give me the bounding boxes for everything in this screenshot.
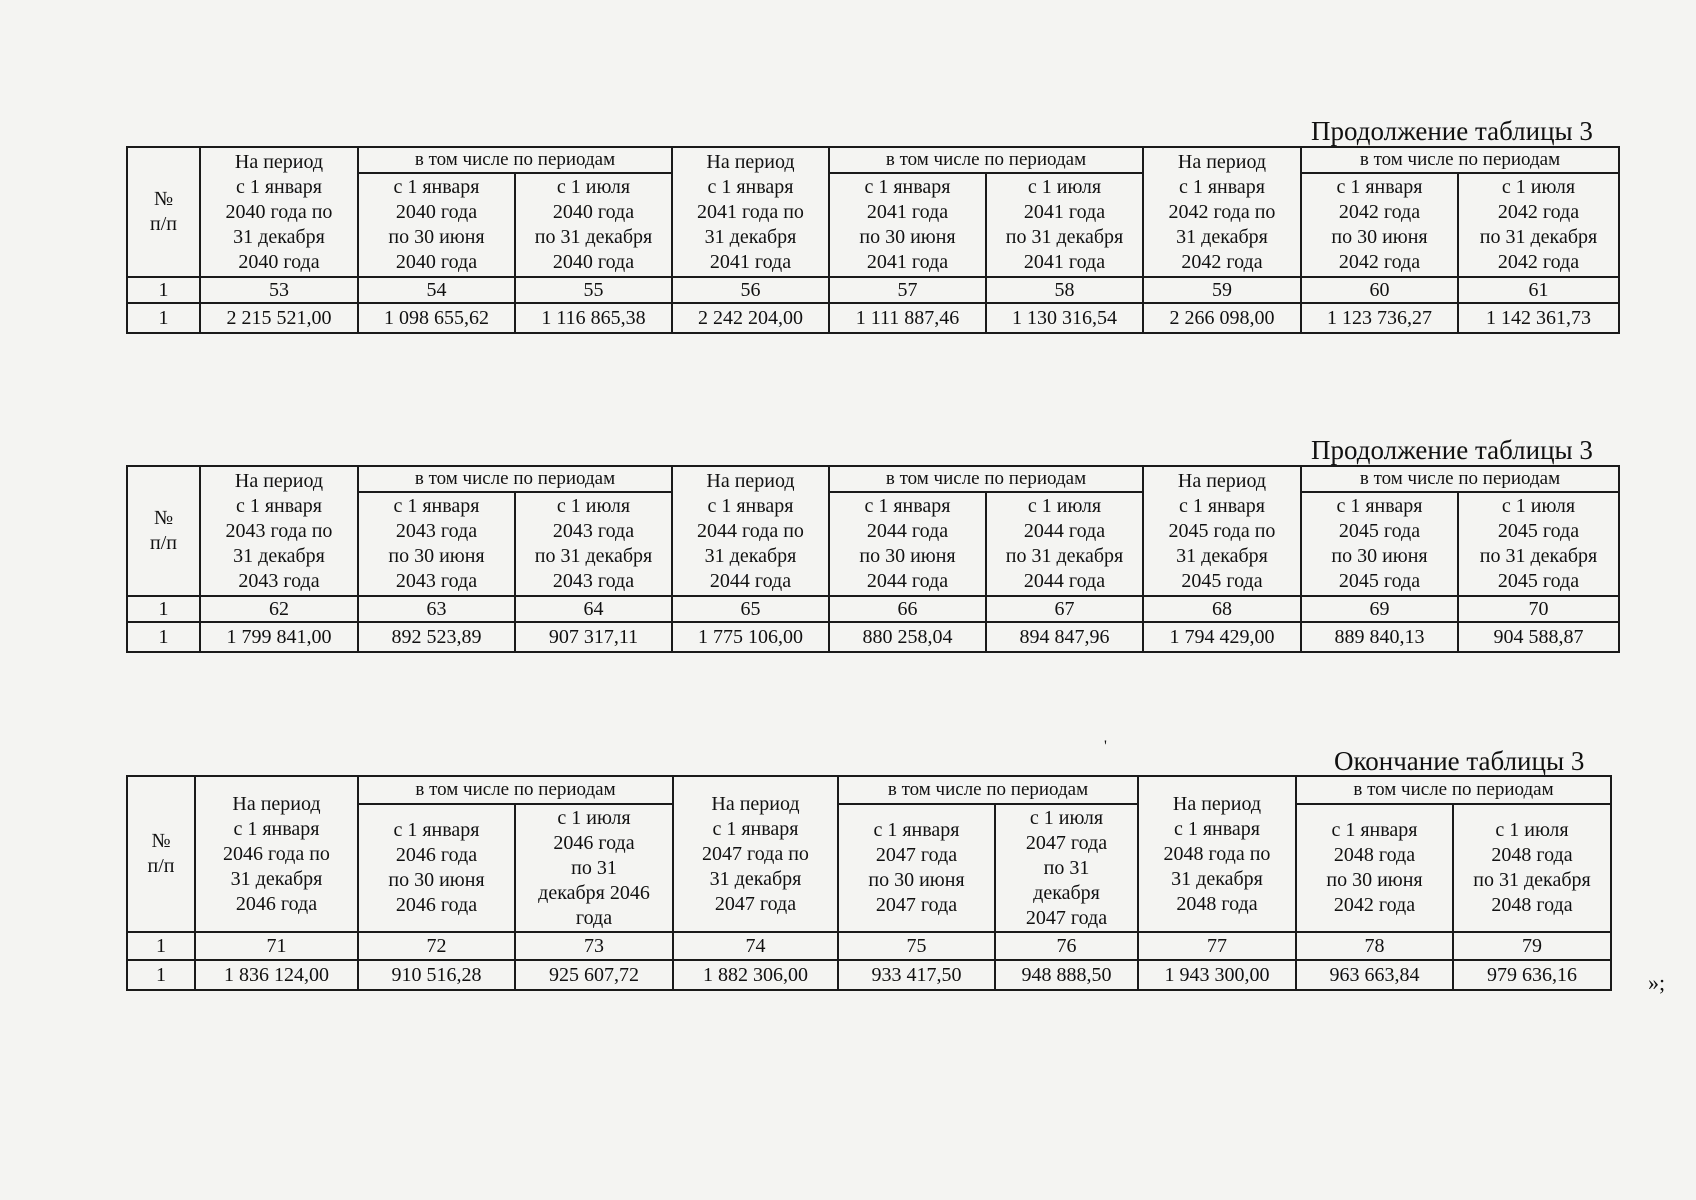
header-line: 2045 года xyxy=(1497,570,1580,592)
header-line: На период xyxy=(1177,469,1267,492)
column-index-cell: 58 xyxy=(986,277,1143,303)
header-line: 2041 года по xyxy=(697,200,804,223)
header-line: с 1 января xyxy=(393,176,480,198)
header-line: с 1 июля xyxy=(1027,176,1102,198)
column-index-cell: 60 xyxy=(1301,277,1458,303)
header-line: по 31 декабря xyxy=(1005,545,1124,567)
header-line: декабря 2046 xyxy=(538,881,650,904)
header-line: с 1 июля xyxy=(1501,176,1576,198)
header-line: На период xyxy=(711,792,800,815)
header-line: 2048 года xyxy=(1333,844,1416,866)
closing-quote: »; xyxy=(1648,970,1666,995)
header-line: 2042 года xyxy=(1497,251,1580,273)
column-index-cell: 62 xyxy=(200,596,358,622)
value-cell: 894 847,96 xyxy=(986,622,1143,652)
column-index-cell: 1 xyxy=(127,277,200,303)
value-cell: 1 799 841,00 xyxy=(200,622,358,652)
header-line: с 1 июля xyxy=(1027,495,1102,517)
header-line: 2041 года xyxy=(1023,201,1106,223)
half-year-header-cell xyxy=(358,173,515,277)
header-line: 2045 года xyxy=(1338,570,1421,592)
header-line: 2048 года xyxy=(1176,892,1258,915)
header-line: с 1 января xyxy=(1336,176,1423,198)
sub-periods-header: в том числе по периодам xyxy=(1301,147,1619,173)
half-year-header-cell xyxy=(358,492,515,596)
header-line: На период xyxy=(232,792,321,815)
header-line: № xyxy=(153,507,174,529)
period-header-cell xyxy=(200,466,358,596)
value-cell: 948 888,50 xyxy=(995,960,1138,990)
header-line: На период xyxy=(234,469,324,492)
half-year-header-cell xyxy=(986,492,1143,596)
value-cell: 1 xyxy=(127,960,195,990)
column-index-cell: 1 xyxy=(127,932,195,960)
header-line: 2045 года по xyxy=(1168,519,1276,542)
header-line: 31 декабря xyxy=(1176,544,1268,567)
value-cell: 1 098 655,62 xyxy=(358,303,515,333)
sub-periods-header: в том числе по периодам xyxy=(829,147,1143,173)
period-header-cell xyxy=(195,776,358,932)
header-line: с 1 июля xyxy=(1501,495,1576,517)
header-line: 2044 года xyxy=(1023,520,1106,542)
header-line: На период xyxy=(706,150,795,173)
period-header-cell xyxy=(672,466,829,596)
header-line: по 30 июня xyxy=(388,226,485,248)
header-line: с 1 января xyxy=(235,175,323,198)
header-line: декабря xyxy=(1033,881,1100,904)
header-line: 31 декабря xyxy=(233,225,325,248)
header-line: по 30 июня xyxy=(1331,545,1428,567)
header-line: 2045 года xyxy=(1338,520,1421,542)
header-line: с 1 января xyxy=(1173,817,1261,840)
header-line: 2040 года по xyxy=(225,200,333,223)
header-line: 2043 года xyxy=(552,570,635,592)
header-line: 2045 года xyxy=(1181,569,1263,592)
header-line: 2041 года xyxy=(866,251,949,273)
row-number-header xyxy=(127,147,200,277)
header-line: 2044 года xyxy=(1023,570,1106,592)
header-line: 2043 года xyxy=(395,520,478,542)
header-line: 2044 года по xyxy=(697,519,804,542)
column-index-cell: 61 xyxy=(1458,277,1619,303)
value-cell: 889 840,13 xyxy=(1301,622,1458,652)
column-index-cell: 72 xyxy=(358,932,515,960)
header-line: по 31 xyxy=(1043,856,1090,879)
header-line: по 31 декабря xyxy=(1479,545,1598,567)
header-line: 31 декабря xyxy=(704,225,797,248)
header-line: по 30 июня xyxy=(388,545,485,567)
header-line: 2047 года xyxy=(714,892,797,915)
header-line: 2040 года xyxy=(552,201,635,223)
half-year-header-cell xyxy=(986,173,1143,277)
half-year-header-cell xyxy=(829,173,986,277)
half-year-header-cell xyxy=(1301,173,1458,277)
column-index-cell: 59 xyxy=(1143,277,1301,303)
column-index-cell: 75 xyxy=(838,932,995,960)
value-cell: 2 266 098,00 xyxy=(1143,303,1301,333)
header-line: года xyxy=(575,906,613,929)
value-cell: 979 636,16 xyxy=(1453,960,1611,990)
period-header-cell xyxy=(1143,147,1301,277)
period-header-cell xyxy=(672,147,829,277)
header-line: 2043 года xyxy=(238,569,320,592)
sub-periods-header: в том числе по периодам xyxy=(838,776,1138,804)
header-line: с 1 января xyxy=(233,817,320,840)
column-index-cell: 79 xyxy=(1453,932,1611,960)
header-line: 31 декабря xyxy=(704,544,797,567)
period-header-cell xyxy=(1143,466,1301,596)
half-year-header-cell xyxy=(1458,173,1619,277)
header-line: 2048 года xyxy=(1491,894,1573,916)
header-line: 2041 года xyxy=(1023,251,1106,273)
half-year-header-cell xyxy=(829,492,986,596)
header-line: по 30 июня xyxy=(1326,869,1423,891)
header-line: с 1 января xyxy=(393,495,480,517)
sub-periods-header: в том числе по периодам xyxy=(358,776,673,804)
sub-periods-header: в том числе по периодам xyxy=(1301,466,1619,492)
value-cell: 907 317,11 xyxy=(515,622,672,652)
header-line: 2042 года xyxy=(1333,894,1416,916)
header-line: № xyxy=(153,188,174,210)
value-cell: 1 123 736,27 xyxy=(1301,303,1458,333)
column-index-cell: 57 xyxy=(829,277,986,303)
header-line: 2044 года xyxy=(866,520,949,542)
header-line: п/п xyxy=(150,532,177,554)
half-year-header-cell xyxy=(995,804,1138,932)
half-year-header-cell xyxy=(515,492,672,596)
sub-periods-header: в том числе по периодам xyxy=(358,147,672,173)
header-line: На период xyxy=(234,150,324,173)
column-index-cell: 68 xyxy=(1143,596,1301,622)
value-cell: 1 882 306,00 xyxy=(673,960,838,990)
column-index-cell: 70 xyxy=(1458,596,1619,622)
header-line: На период xyxy=(1172,792,1262,815)
value-cell: 963 663,84 xyxy=(1296,960,1453,990)
table-caption: Продолжение таблицы 3 xyxy=(1311,435,1593,465)
header-line: 2045 года xyxy=(1497,520,1580,542)
row-number-header xyxy=(127,776,195,932)
header-line: 2047 года по xyxy=(702,842,809,865)
half-year-header-cell xyxy=(1301,492,1458,596)
header-line: На период xyxy=(706,469,795,492)
header-line: 2041 года xyxy=(709,250,792,273)
header-line: с 1 июля xyxy=(556,176,631,198)
header-line: 2042 года xyxy=(1338,201,1421,223)
column-index-cell: 78 xyxy=(1296,932,1453,960)
half-year-header-cell xyxy=(515,173,672,277)
half-year-header-cell xyxy=(358,804,515,932)
half-year-header-cell xyxy=(1458,492,1619,596)
header-line: п/п xyxy=(150,213,177,235)
period-header-cell xyxy=(673,776,838,932)
half-year-header-cell xyxy=(1453,804,1611,932)
header-line: 2047 года xyxy=(875,894,958,916)
header-line: с 1 января xyxy=(1178,175,1266,198)
header-line: 31 декабря xyxy=(230,867,323,890)
header-line: по 30 июня xyxy=(859,545,956,567)
header-line: по 31 декабря xyxy=(534,545,653,567)
header-line: № xyxy=(151,830,171,852)
header-line: с 1 января xyxy=(864,176,951,198)
row-number-header xyxy=(127,466,200,596)
column-index-cell: 64 xyxy=(515,596,672,622)
header-line: 2048 года xyxy=(1491,844,1573,866)
value-cell: 1 142 361,73 xyxy=(1458,303,1619,333)
value-cell: 933 417,50 xyxy=(838,960,995,990)
header-line: На период xyxy=(1177,150,1267,173)
header-line: 31 декабря xyxy=(233,544,325,567)
value-cell: 1 116 865,38 xyxy=(515,303,672,333)
half-year-header-cell xyxy=(838,804,995,932)
header-line: 2046 года xyxy=(395,844,478,866)
header-line: 2042 года xyxy=(1338,251,1421,273)
header-line: по 30 июня xyxy=(868,869,965,891)
header-line: по 31 xyxy=(571,856,617,879)
header-line: с 1 января xyxy=(864,495,951,517)
sub-periods-header: в том числе по периодам xyxy=(358,466,672,492)
value-cell: 1 130 316,54 xyxy=(986,303,1143,333)
header-line: по 31 декабря xyxy=(534,226,653,248)
header-line: 2044 года xyxy=(866,570,949,592)
header-line: 2040 года xyxy=(552,251,635,273)
column-index-cell: 56 xyxy=(672,277,829,303)
column-index-cell: 65 xyxy=(672,596,829,622)
data-table xyxy=(126,775,1612,991)
value-cell: 1 794 429,00 xyxy=(1143,622,1301,652)
column-index-cell: 53 xyxy=(200,277,358,303)
header-line: по 31 декабря xyxy=(1473,869,1591,891)
value-cell: 880 258,04 xyxy=(829,622,986,652)
period-header-cell xyxy=(1138,776,1296,932)
header-line: 2040 года xyxy=(238,250,320,273)
header-line: 2042 года xyxy=(1497,201,1580,223)
value-cell: 892 523,89 xyxy=(358,622,515,652)
header-line: 31 декабря xyxy=(1176,225,1268,248)
data-table xyxy=(126,146,1620,334)
sub-periods-header: в том числе по периодам xyxy=(829,466,1143,492)
header-line: 2041 года xyxy=(866,201,949,223)
header-line: 2043 года xyxy=(552,520,635,542)
column-index-cell: 77 xyxy=(1138,932,1296,960)
header-line: по 31 декабря xyxy=(1005,226,1124,248)
value-cell: 904 588,87 xyxy=(1458,622,1619,652)
value-cell: 1 775 106,00 xyxy=(672,622,829,652)
header-line: 2046 года xyxy=(395,894,478,916)
column-index-cell: 74 xyxy=(673,932,838,960)
value-cell: 1 xyxy=(127,622,200,652)
value-cell: 1 xyxy=(127,303,200,333)
value-cell: 910 516,28 xyxy=(358,960,515,990)
header-line: по 30 июня xyxy=(388,869,485,891)
column-index-cell: 76 xyxy=(995,932,1138,960)
header-line: 31 декабря xyxy=(1171,867,1263,890)
column-index-cell: 73 xyxy=(515,932,673,960)
value-cell: 1 111 887,46 xyxy=(829,303,986,333)
header-line: 2047 года xyxy=(875,844,958,866)
table-caption: Окончание таблицы 3 xyxy=(1334,746,1585,776)
header-line: с 1 июля xyxy=(1029,806,1104,829)
value-cell: 2 215 521,00 xyxy=(200,303,358,333)
header-line: по 30 июня xyxy=(1331,226,1428,248)
column-index-cell: 55 xyxy=(515,277,672,303)
header-line: 2040 года xyxy=(395,251,478,273)
period-header-cell xyxy=(200,147,358,277)
header-line: 2046 года xyxy=(235,892,318,915)
header-line: с 1 января xyxy=(707,494,794,517)
column-index-cell: 69 xyxy=(1301,596,1458,622)
column-index-cell: 66 xyxy=(829,596,986,622)
header-line: 2043 года по xyxy=(225,519,333,542)
header-line: по 31 декабря xyxy=(1479,226,1598,248)
header-line: 2046 года по xyxy=(223,842,330,865)
value-cell: 1 943 300,00 xyxy=(1138,960,1296,990)
column-index-cell: 67 xyxy=(986,596,1143,622)
data-table xyxy=(126,465,1620,653)
header-line: с 1 июля xyxy=(556,495,631,517)
header-line: с 1 января xyxy=(873,819,960,841)
header-line: 2048 года по xyxy=(1163,842,1271,865)
header-line: с 1 января xyxy=(1331,819,1418,841)
header-line: 2046 года xyxy=(553,831,635,854)
header-line: с 1 января xyxy=(1178,494,1266,517)
header-line: 2042 года xyxy=(1181,250,1263,273)
half-year-header-cell xyxy=(1296,804,1453,932)
value-cell: 1 836 124,00 xyxy=(195,960,358,990)
header-line: с 1 июля xyxy=(1495,819,1569,841)
header-line: 31 декабря xyxy=(709,867,802,890)
header-line: с 1 января xyxy=(712,817,799,840)
header-line: 2047 года xyxy=(1025,831,1108,854)
header-line: с 1 января xyxy=(393,819,480,841)
header-line: п/п xyxy=(147,855,175,877)
column-index-cell: 1 xyxy=(127,596,200,622)
column-index-cell: 71 xyxy=(195,932,358,960)
half-year-header-cell xyxy=(515,804,673,932)
header-line: 2042 года по xyxy=(1168,200,1276,223)
value-cell: 925 607,72 xyxy=(515,960,673,990)
header-line: с 1 января xyxy=(707,175,794,198)
header-line: с 1 января xyxy=(1336,495,1423,517)
value-cell: 2 242 204,00 xyxy=(672,303,829,333)
header-line: 2040 года xyxy=(395,201,478,223)
header-line: с 1 января xyxy=(235,494,323,517)
header-line: 2044 года xyxy=(709,569,792,592)
column-index-cell: 63 xyxy=(358,596,515,622)
stray-mark: ' xyxy=(1104,738,1107,755)
header-line: 2043 года xyxy=(395,570,478,592)
table-caption: Продолжение таблицы 3 xyxy=(1311,116,1593,146)
header-line: 2047 года xyxy=(1025,906,1108,929)
header-line: с 1 июля xyxy=(557,806,631,829)
header-line: по 30 июня xyxy=(859,226,956,248)
column-index-cell: 54 xyxy=(358,277,515,303)
sub-periods-header: в том числе по периодам xyxy=(1296,776,1611,804)
